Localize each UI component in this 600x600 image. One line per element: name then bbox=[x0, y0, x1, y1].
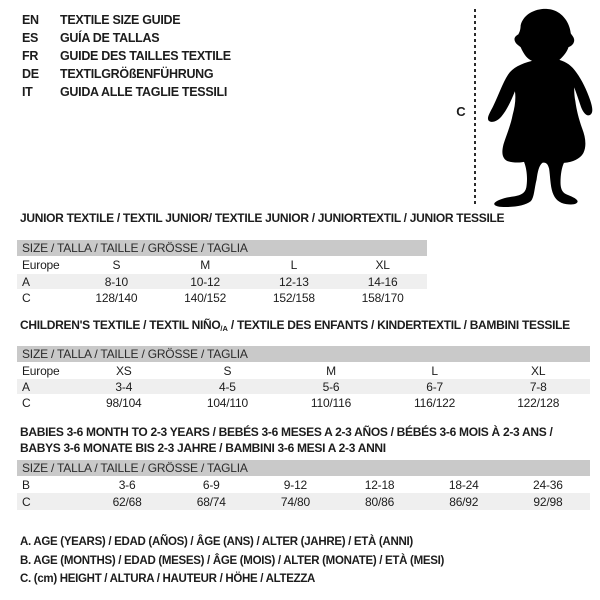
height-cell: 158/170 bbox=[361, 290, 404, 305]
height-cell: 74/80 bbox=[280, 494, 310, 509]
language-row bbox=[22, 65, 231, 83]
table-row-age bbox=[17, 274, 427, 289]
age-cell: 3-4 bbox=[115, 379, 133, 394]
height-cell: 152/158 bbox=[272, 290, 315, 305]
language-title: GUIDE DES TAILLES TEXTILE bbox=[60, 49, 231, 63]
size-cell: XL bbox=[531, 363, 546, 378]
row-label: C bbox=[22, 290, 31, 305]
size-cell: S bbox=[223, 363, 232, 378]
row-label: A bbox=[22, 379, 30, 394]
row-label: Europe bbox=[22, 258, 60, 272]
language-code: DE bbox=[22, 67, 39, 81]
size-cell: M bbox=[326, 363, 336, 378]
language-code: FR bbox=[22, 49, 39, 63]
row-label: B bbox=[22, 477, 30, 492]
measure-legend bbox=[20, 533, 444, 589]
age-cell: 7-8 bbox=[529, 379, 547, 394]
legend-line-b: B. AGE (MONTHS) / EDAD (MESES) / ÂGE (MOIS) / ALTER (MONATE) / ETÀ (MESI) bbox=[20, 554, 445, 567]
table-row-height bbox=[17, 289, 427, 306]
height-cell: 140/152 bbox=[184, 290, 227, 305]
title-text: / TEXTILE DES ENFANTS / KINDERTEXTIL / BAMBINI TESSILE bbox=[227, 318, 570, 332]
months-cell: 24-36 bbox=[533, 477, 563, 492]
language-title: TEXTILE SIZE GUIDE bbox=[60, 13, 181, 27]
language-title: TEXTILGRÖßENFÜHRUNG bbox=[60, 67, 214, 81]
height-cell: 110/116 bbox=[310, 395, 352, 410]
size-cell: XL bbox=[375, 258, 390, 272]
language-title: GUIDA ALLE TAGLIE TESSILI bbox=[60, 85, 228, 99]
age-cell: 4-5 bbox=[219, 379, 236, 394]
months-cell: 3-6 bbox=[118, 477, 136, 492]
size-header-bar: SIZE / TALLA / TAILLE / GRÖSSE / TAGLIA bbox=[17, 240, 427, 256]
legend-line-a: A. AGE (YEARS) / EDAD (AÑOS) / ÂGE (ANS) / ALTER (JAHRE) / ETÀ (ANNI) bbox=[20, 536, 413, 548]
height-measure-label: C bbox=[456, 104, 466, 119]
height-cell: 116/122 bbox=[414, 395, 456, 410]
months-cell: 18-24 bbox=[448, 477, 479, 492]
title-line: BABIES 3-6 MONTH TO 2-3 YEARS / BEBÉS 3-6 MESES A 2-3 AÑOS / BÉBÉS 3-6 MOIS À 2-3 ANS / bbox=[20, 425, 553, 439]
language-row bbox=[22, 29, 231, 47]
months-cell: 6-9 bbox=[202, 477, 220, 492]
language-row bbox=[22, 47, 231, 65]
size-cell: L bbox=[290, 258, 298, 272]
table-row-height bbox=[17, 394, 590, 411]
row-label: Europe bbox=[22, 363, 60, 378]
months-cell: 12-18 bbox=[364, 477, 395, 492]
babies-size-table bbox=[17, 460, 590, 510]
row-label: C bbox=[22, 395, 31, 410]
section-title-children bbox=[20, 318, 570, 333]
junior-size-table bbox=[17, 240, 427, 306]
table-row-months bbox=[17, 476, 590, 493]
row-label: C bbox=[22, 494, 31, 509]
height-cell: 128/140 bbox=[95, 290, 138, 305]
children-size-table bbox=[17, 346, 590, 411]
age-cell: 6-7 bbox=[426, 379, 443, 394]
language-row bbox=[22, 83, 231, 101]
row-label: A bbox=[22, 274, 30, 289]
months-cell: 9-12 bbox=[283, 477, 308, 492]
section-title-junior: JUNIOR TEXTILE / TEXTIL JUNIOR/ TEXTILE JUNIOR / JUNIORTEXTIL / JUNIOR TESSILE bbox=[20, 211, 505, 225]
height-cell: 86/92 bbox=[449, 494, 479, 509]
height-cell: 122/128 bbox=[517, 395, 560, 410]
table-row-europe bbox=[17, 256, 427, 274]
age-cell: 8-10 bbox=[104, 274, 128, 289]
height-cell: 62/68 bbox=[112, 494, 142, 509]
age-cell: 10-12 bbox=[190, 274, 220, 289]
language-title: GUÍA DE TALLAS bbox=[60, 31, 160, 45]
height-cell: 98/104 bbox=[106, 395, 142, 410]
language-code: IT bbox=[22, 85, 33, 99]
legend-line-c: C. (cm) HEIGHT / ALTURA / HAUTEUR / HÖHE / ALTEZZA bbox=[20, 573, 316, 585]
height-measure-line bbox=[474, 9, 476, 206]
size-header-bar: SIZE / TALLA / TAILLE / GRÖSSE / TAGLIA bbox=[17, 346, 590, 362]
baby-silhouette-icon bbox=[483, 3, 597, 209]
height-cell: 80/86 bbox=[365, 494, 395, 509]
language-title-list bbox=[22, 11, 231, 101]
language-code: EN bbox=[22, 13, 39, 27]
height-cell: 92/98 bbox=[533, 494, 563, 509]
section-title-babies bbox=[20, 424, 552, 456]
size-cell: XS bbox=[115, 363, 132, 378]
height-cell: 68/74 bbox=[196, 494, 226, 509]
title-text: CHILDREN'S TEXTILE / TEXTIL NIÑO bbox=[20, 318, 221, 332]
table-row-age bbox=[17, 379, 590, 394]
age-cell: 12-13 bbox=[279, 274, 309, 289]
size-cell: M bbox=[200, 258, 211, 272]
height-cell: 104/110 bbox=[206, 395, 248, 410]
title-subscript: /A bbox=[220, 324, 228, 333]
language-row bbox=[22, 11, 231, 29]
title-line: BABYS 3-6 MONATE BIS 2-3 JAHRE / BAMBINI 3-6 MESI A 2-3 ANNI bbox=[20, 441, 386, 455]
size-cell: S bbox=[112, 258, 121, 272]
age-cell: 5-6 bbox=[322, 379, 340, 394]
size-cell: L bbox=[431, 363, 438, 378]
table-row-europe bbox=[17, 362, 590, 379]
age-cell: 14-16 bbox=[367, 274, 398, 289]
size-header-bar: SIZE / TALLA / TAILLE / GRÖSSE / TAGLIA bbox=[17, 460, 590, 476]
table-row-height bbox=[17, 493, 590, 510]
language-code: ES bbox=[22, 31, 39, 45]
